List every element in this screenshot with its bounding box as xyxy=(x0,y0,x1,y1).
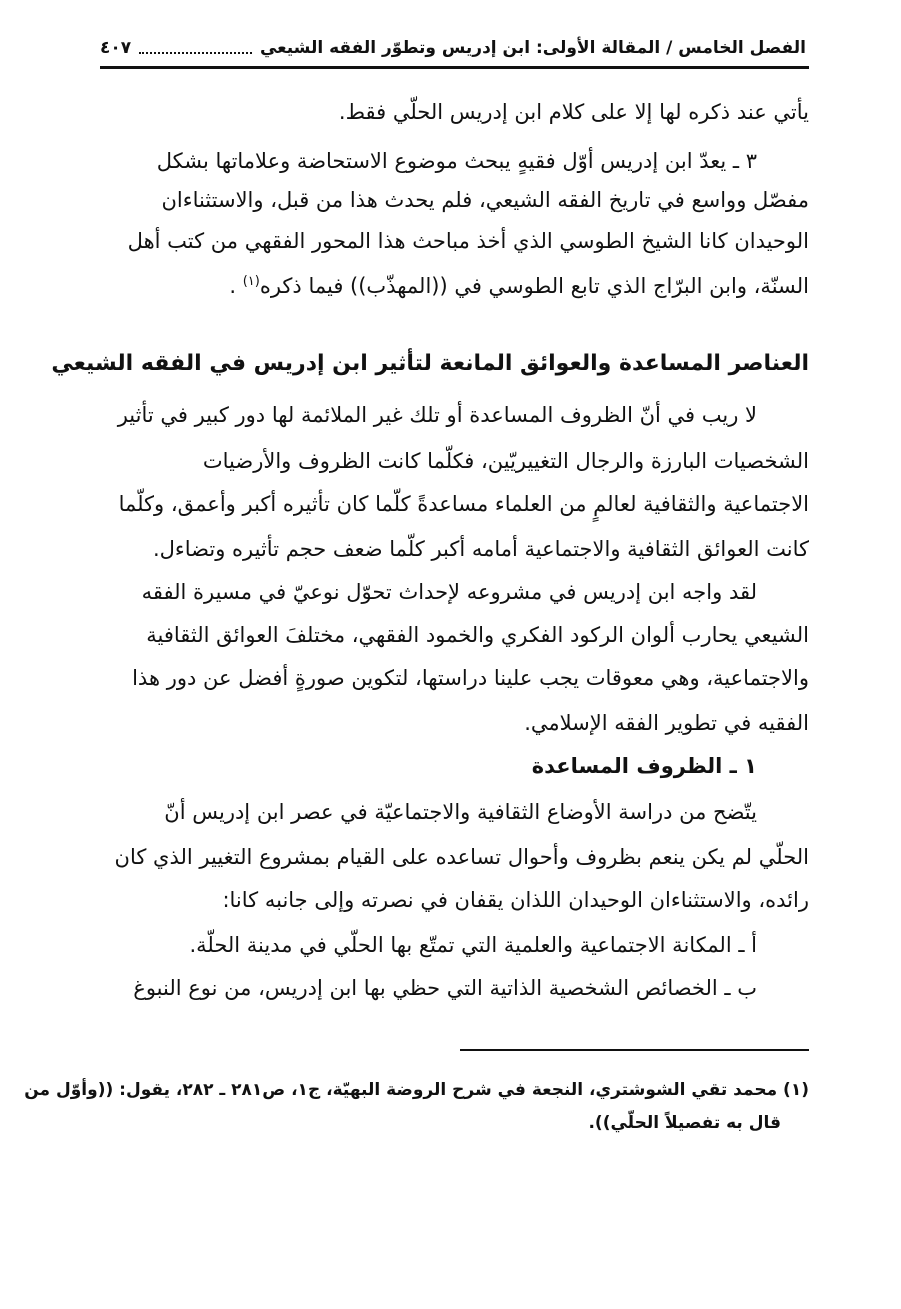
text-line: الشيعي يحارب ألوان الركود الفكري والخمود الفقهي، مختلفَ العوائق الثقافية xyxy=(146,623,809,647)
text-line: يأتي عند ذكره لها إلا على كلام ابن إدريس الحلّي فقط. xyxy=(338,100,809,124)
text-line: لا ريب في أنّ الظروف المساعدة أو تلك غير الملائمة لها دور كبير في تأثير xyxy=(117,403,757,427)
text-line: لقد واجه ابن إدريس في مشروعه لإحداث تحوّل نوعيّ في مسيرة الفقه xyxy=(141,580,757,604)
section-heading: العناصر المساعدة والعوائق المانعة لتأثير ابن إدريس في الفقه الشيعي xyxy=(51,351,809,376)
header-title: الفصل الخامس / المقالة الأولى: ابن إدريس وتطوّر الفقه الشيعي xyxy=(259,38,806,58)
text-line: كانت العوائق الثقافية والاجتماعية أمامه أكبر كلّما ضعف حجم تأثيره وتضاءل. xyxy=(152,537,809,561)
header-dot-leader xyxy=(139,42,252,54)
text-line: الاجتماعية والثقافية لعالمٍ من العلماء مساعدةً كلّما كان تأثيره أكبر وأعمق، وكلّما xyxy=(118,492,809,516)
text-line-with-note xyxy=(100,270,809,298)
footnote-line: (١) محمد تقي الشوشتري، النجعة في شرح الروضة البهيّة، ج١، ص٢٨١ ـ ٢٨٢، يقول: ((وأوّل من xyxy=(24,1080,809,1100)
text-line: السنّة، وابن البرّاج الذي تابع الطوسي في ((المهذّب)) فيما ذكره xyxy=(259,274,809,298)
text-line: الحلّي لم يكن ينعم بظروف وأحوال تساعده على القيام بمشروع التغيير الذي كان xyxy=(114,845,809,869)
text-line: والاجتماعية، وهي معوقات يجب علينا دراستها، لتكوين صورةٍ أفضل عن دور هذا xyxy=(132,666,809,690)
page-number: ٤٠٧ xyxy=(100,38,132,58)
text-line: الوحيدان كانا الشيخ الطوسي الذي أخذ مباحث هذا المحور الفقهي من كتب أهل xyxy=(127,229,809,253)
running-header xyxy=(100,30,806,66)
list-item-a: أ ـ المكانة الاجتماعية والعلمية التي تمتّع بها الحلّي في مدينة الحلّة. xyxy=(189,933,757,957)
text-line: رائده، والاستثناءان الوحيدان اللذان يقفان في نصرته وإلى جانبه كانا: xyxy=(222,888,809,912)
line-end-mark: . xyxy=(229,274,237,298)
text-line: الشخصيات البارزة والرجال التغييريّين، فكلّما كانت الظروف والأرضيات xyxy=(202,449,809,473)
text-line: يتّضح من دراسة الأوضاع الثقافية والاجتماعيّة في عصر ابن إدريس أنّ xyxy=(164,800,757,824)
footnote-line: قال به تفصيلاً الحلّي)). xyxy=(588,1113,781,1133)
list-item-b: ب ـ الخصائص الشخصية الذاتية التي حظي بها ابن إدريس، من نوع النبوغ xyxy=(133,976,757,1000)
text-line: الفقيه في تطوير الفقه الإسلامي. xyxy=(524,711,809,735)
footnote-rule xyxy=(460,1049,809,1051)
subsection-heading: ١ ـ الظروف المساعدة xyxy=(531,754,757,778)
header-rule xyxy=(100,66,809,69)
footnote-marker: (١) xyxy=(242,274,260,289)
text-line: ٣ ـ يعدّ ابن إدريس أوّل فقيهٍ يبحث موضوع الاستحاضة وعلاماتها بشكل xyxy=(156,149,757,173)
text-line: مفصّل وواسع في تاريخ الفقه الشيعي، فلم يحدث هذا من قبل، والاستثناءان xyxy=(161,188,809,212)
